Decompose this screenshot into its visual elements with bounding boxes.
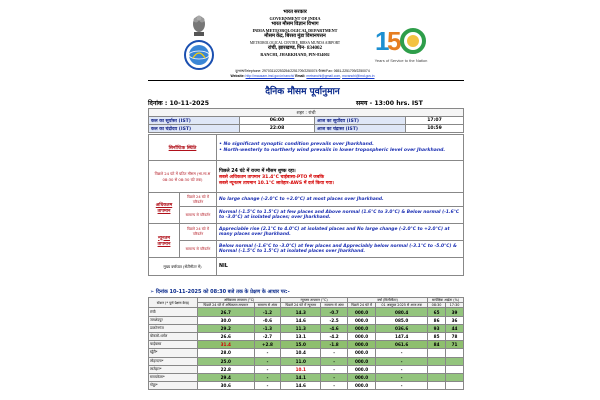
rtot-value: 061.6 <box>376 341 428 349</box>
station-name: बोकारो-थर्मल <box>149 332 198 340</box>
centre-hindi: मौसम केंद्र, बिरसा मुंडा विमानपत्तन <box>264 34 326 39</box>
dmax-value: -2.7 <box>254 332 281 340</box>
dmax-value: -1.3 <box>254 324 281 332</box>
dmin-value: - <box>321 382 348 390</box>
synoptic-point-2: • North-westerly to northerly wind prevails in lower tropospheric level over Jharkhand. <box>219 147 446 153</box>
forecast-page <box>140 8 465 389</box>
rh1-value: 93 <box>428 324 446 332</box>
dmax-value: -0.6 <box>254 316 281 324</box>
station-name: जमशेदपुर <box>149 316 198 324</box>
dmin-value: - <box>321 357 348 365</box>
rh2-value <box>446 373 464 381</box>
table-row <box>149 308 464 316</box>
past24-line-2: सबसे अधिकतम तापमान 31.4°C चाईबासा-PTO में जबकि <box>219 174 325 180</box>
past24-line-3: सबसे न्यूनतम तापमान 10.1°C लातेहार-AWS में दर्ज किया गया। <box>219 180 334 186</box>
min-value: 15.0 <box>281 341 321 349</box>
rtot-value: - <box>376 373 428 381</box>
max-value: 30.6 <box>198 382 255 390</box>
header-divider <box>148 80 464 81</box>
dmin-value: -4.6 <box>321 324 348 332</box>
max-value: 30.0 <box>198 316 255 324</box>
r24-value: 000.0 <box>347 341 375 349</box>
mintemp-label: न्यूनतम तापमान <box>149 224 180 258</box>
mintemp-sub1: पिछले 24 घंटे में परिवर्तन <box>180 224 217 241</box>
web-email-line: Website: http://mausam.imd.gov.in/ranchi/ Email: metranchi@gmail.com, mcranchi@imd.gov.in <box>230 74 375 78</box>
col-sub-max: पिछले 24 घंटे में अधिकतम तापमान <box>198 303 255 308</box>
time-label: समय - 13:00 hrs. IST <box>356 100 423 107</box>
logo150-caption: Years of Service to the Nation <box>374 58 428 63</box>
rh2-value <box>446 365 464 373</box>
moonrise-label: कल का चंद्रोदय (IST) <box>149 125 240 133</box>
station-name: डालटेनगंज <box>149 324 198 332</box>
dmax-value: - <box>254 382 281 390</box>
dmax-value: - <box>254 349 281 357</box>
letterhead <box>140 8 465 80</box>
rtot-value: 080.4 <box>376 308 428 316</box>
maxtemp-sub1: पिछले 24 घंटे में परिवर्तन <box>180 193 217 207</box>
rh1-value: 86 <box>428 316 446 324</box>
rtot-value: 147.4 <box>376 332 428 340</box>
min-value: 14.6 <box>281 316 321 324</box>
max-value: 26.7 <box>198 308 255 316</box>
min-value: 14.6 <box>281 382 321 390</box>
synoptic-label: सिनॉप्टिक स्थिति <box>149 135 217 161</box>
dmin-value: - <box>321 373 348 381</box>
rh2-value: 71 <box>446 341 464 349</box>
maxtemp-label: अधिकतम तापमान <box>149 193 180 224</box>
table-row <box>149 316 464 324</box>
synoptic-point-1: • No significant synoptic condition prevails over Jharkhand. <box>219 142 374 148</box>
min-value: 11.3 <box>281 324 321 332</box>
min-value: 14.3 <box>281 308 321 316</box>
past24-label: पिछले 24 घंटे में घटित मौसम (भा.मा.स 08:30 से 08:30 घंटे तक) <box>149 161 217 193</box>
station-name: लातेहार* <box>149 365 198 373</box>
rtot-value: 036.6 <box>376 324 428 332</box>
rh2-value: 39 <box>446 308 464 316</box>
dmax-value: - <box>254 357 281 365</box>
mintemp-text1: Appreciable rise (2.1°C to 4.0°C) at isolated places and No large change (-2.0°C to +2.0°C) at many places over Jharkhand. <box>217 224 464 241</box>
max-value: 29.4 <box>198 373 255 381</box>
r24-value: 000.0 <box>347 373 375 381</box>
max-value: 31.4 <box>198 341 255 349</box>
city-hindi: रांची, झारखण्ड, पिन- 834002 <box>268 46 322 51</box>
rh1-value <box>428 373 446 381</box>
col-rh-group: सापेक्षिक आर्द्रता (%) <box>428 298 464 303</box>
col-rain-group: वर्षा (मिलीमीटर) <box>347 298 427 303</box>
rh2-value: 44 <box>446 324 464 332</box>
col-station: स्टेशन (* पूर्ण प्रेक्षण केन्द्र) <box>149 298 198 308</box>
past24-line-1: पिछले 24 घंटे में राज्य में मौसम शुष्क रहा। <box>219 168 296 174</box>
dmax-value: - <box>254 373 281 381</box>
date-label: दिनांक : 10-11-2025 <box>148 100 210 107</box>
observation-table <box>148 297 464 390</box>
contact-block <box>140 69 465 79</box>
table-row <box>149 332 464 340</box>
table-row <box>149 125 464 133</box>
sunrise-value: 17:07 <box>406 117 464 125</box>
dmin-value: - <box>321 349 348 357</box>
min-value: 13.1 <box>281 332 321 340</box>
maxtemp-sub2: सामान्य से परिवर्तन <box>180 207 217 224</box>
max-value: 29.2 <box>198 324 255 332</box>
station-name: लोहरदगा* <box>149 357 198 365</box>
phone-line: दूरभाष/Telephone: 2970311/2253254/2251709/2250074 फैक्स/Fax: 0651-2251709/2250074 <box>235 69 370 73</box>
moonrise-value: 22:08 <box>240 125 315 133</box>
govt-english: GOVERNMENT OF INDIA <box>269 16 321 21</box>
maxtemp-text2: Normal (-1.5°C to 1.5°C) at few places and Above normal (1.6°C to 3.0°C) & Below normal (-1.6°C to -3.0°C) at isolated places; over Jharkhand. <box>217 207 464 224</box>
table-row <box>149 349 464 357</box>
rh2-value <box>446 357 464 365</box>
moonset-value: 10:59 <box>406 125 464 133</box>
rh2-value: 78 <box>446 332 464 340</box>
sun-moon-table <box>148 108 464 133</box>
rtot-value: - <box>376 357 428 365</box>
station-name: खूँटी* <box>149 349 198 357</box>
station-name: चाईबासा <box>149 341 198 349</box>
col-sub-min: पिछले 24 घंटे में न्यूनतम <box>281 303 321 308</box>
dept-english: INDIA METEOROLOGICAL DEPARTMENT <box>252 28 338 33</box>
imd-150-years-logo-icon <box>373 16 429 72</box>
max-value: 26.6 <box>198 332 255 340</box>
maxtemp-text1: No large change (-2.0°C to +2.0°C) at most places over Jharkhand. <box>217 193 464 207</box>
station-name: सरायकेला* <box>149 373 198 381</box>
table-row <box>149 324 464 332</box>
rh1-value <box>428 382 446 390</box>
rh1-value: 84 <box>428 341 446 349</box>
min-value: 10.1 <box>281 365 321 373</box>
dmin-value: - <box>321 365 348 373</box>
r24-value: 000.0 <box>347 308 375 316</box>
col-max-group: अधिकतम तापमान (°C) <box>198 298 281 303</box>
centre-english: METEOROLOGICAL CENTRE, BIRSA MUNDA AIRPORT <box>249 41 341 45</box>
rh2-value <box>446 349 464 357</box>
email-link-1[interactable]: metranchi@gmail.com <box>306 74 341 78</box>
moonset-label: आज का चंद्रास्त (IST) <box>315 125 406 133</box>
dmin-value: -0.7 <box>321 308 348 316</box>
imd-logo-icon <box>184 40 214 70</box>
rh1-value: 85 <box>428 332 446 340</box>
col-sub-dmin: सामान्य से अंतर <box>321 303 348 308</box>
dmin-value: -1.8 <box>321 341 348 349</box>
letterhead-text <box>220 10 370 58</box>
col-min-group: न्यूनतम तापमान (°C) <box>281 298 348 303</box>
synoptic-points <box>217 135 464 161</box>
station-name: गोड्डा* <box>149 382 198 390</box>
col-sub-rh1: 08:30 <box>428 303 446 308</box>
date-time-line <box>148 98 464 107</box>
email-link-2[interactable]: mcranchi@imd.gov.in <box>342 74 375 78</box>
rtot-value: - <box>376 365 428 373</box>
sunrise-label: आज का सूर्योदय (IST) <box>315 117 406 125</box>
table-row <box>149 341 464 349</box>
min-value: 14.1 <box>281 373 321 381</box>
rh2-value <box>446 382 464 390</box>
col-sub-rh2: 17:30 <box>446 303 464 308</box>
dmax-value: +2.8 <box>254 341 281 349</box>
rh1-value <box>428 349 446 357</box>
min-value: 11.0 <box>281 357 321 365</box>
website-label: Website: <box>230 74 245 78</box>
dmin-value: -2.5 <box>321 316 348 324</box>
mintemp-text2: Below normal (-1.6°C to -3.0°C) at few places and Appreciably below normal (-3.1°C to -5.0°C) & Normal (-1.5°C to 1.5°C) at isolated places over Jharkhand. <box>217 241 464 258</box>
rtot-value: 085.0 <box>376 316 428 324</box>
mintemp-sub2: सामान्य से परिवर्तन <box>180 241 217 258</box>
col-sub-dmax: सामान्य से अंतर <box>254 303 281 308</box>
rh1-value: 65 <box>428 308 446 316</box>
col-sub-rtot: 01 अक्टूबर 2025 से आज तक <box>376 303 428 308</box>
city-cell: शहर : रांची <box>149 109 464 117</box>
rtot-value: - <box>376 349 428 357</box>
rainfall-label: मुख्य वर्षापात (सेंटीमीटर में) <box>149 258 217 276</box>
col-sub-r24: पिछले 24 घंटे में <box>347 303 375 308</box>
r24-value: 000.0 <box>347 349 375 357</box>
dmin-value: -4.2 <box>321 332 348 340</box>
observation-heading: ➢ दिनांक 10-11-2025 को 08:30 बजे तक के प्रेक्षण के आधार पर:- <box>150 289 290 295</box>
rainfall-value: NIL <box>217 258 464 276</box>
rh1-value <box>428 357 446 365</box>
logo150-digit-5: 5 <box>387 26 402 56</box>
min-value: 10.4 <box>281 349 321 357</box>
r24-value: 000.0 <box>347 382 375 390</box>
past24-text <box>217 161 464 193</box>
rh1-value <box>428 365 446 373</box>
table-row <box>149 382 464 390</box>
website-link[interactable]: http://mausam.imd.gov.in/ranchi/ <box>245 74 295 78</box>
rtot-value: - <box>376 382 428 390</box>
dmax-value: - <box>254 365 281 373</box>
r24-value: 000.0 <box>347 332 375 340</box>
table-row <box>149 117 464 125</box>
table-row <box>149 373 464 381</box>
r24-value: 000.0 <box>347 357 375 365</box>
max-value: 22.8 <box>198 365 255 373</box>
page-title: दैनिक मौसम पूर्वानुमान <box>265 87 340 97</box>
r24-value: 000.0 <box>347 365 375 373</box>
city-english: RANCHI, JHARKHAND, PIN-834002 <box>260 52 330 57</box>
email-label: Email: <box>295 74 306 78</box>
logo150-digit-1: 1 <box>375 26 390 56</box>
sunset-label: कल का सूर्यास्त (IST) <box>149 117 240 125</box>
max-value: 28.0 <box>198 349 255 357</box>
govt-hindi: भारत सरकार <box>283 10 307 15</box>
r24-value: 000.0 <box>347 316 375 324</box>
table-row <box>149 357 464 365</box>
station-name: रांची <box>149 308 198 316</box>
table-row <box>149 365 464 373</box>
rh2-value: 36 <box>446 316 464 324</box>
sunset-value: 06:00 <box>240 117 315 125</box>
forecast-table <box>148 134 464 276</box>
dmax-value: -1.2 <box>254 308 281 316</box>
max-value: 25.0 <box>198 357 255 365</box>
national-emblem-icon <box>188 12 210 38</box>
dept-hindi: भारत मौसम विज्ञान विभाग <box>271 22 319 27</box>
r24-value: 000.0 <box>347 324 375 332</box>
